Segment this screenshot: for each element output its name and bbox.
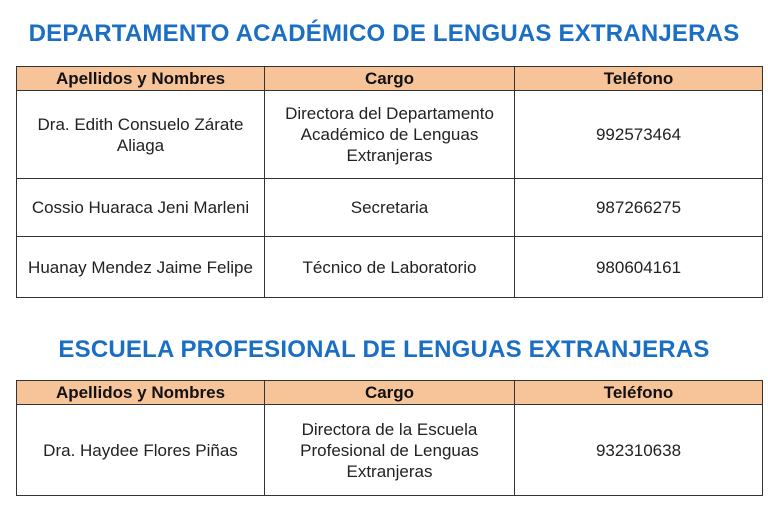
cell-name: Dra. Edith Consuelo Zárate Aliaga <box>17 91 265 179</box>
cell-telefono: 932310638 <box>515 405 763 496</box>
cell-cargo: Directora de la Escuela Profesional de Lenguas Extranjeras <box>265 405 515 496</box>
header-cargo: Cargo <box>265 381 515 405</box>
header-name: Apellidos y Nombres <box>17 381 265 405</box>
staff-table-escuela <box>16 380 763 496</box>
table-row <box>17 237 763 298</box>
cell-name: Dra. Haydee Flores Piñas <box>17 405 265 496</box>
table-row <box>17 405 763 496</box>
table-header-row <box>17 381 763 405</box>
staff-table-departamento <box>16 66 763 298</box>
header-cargo: Cargo <box>265 67 515 91</box>
cell-name: Cossio Huaraca Jeni Marleni <box>17 179 265 237</box>
header-telefono: Teléfono <box>515 67 763 91</box>
cell-cargo: Técnico de Laboratorio <box>265 237 515 298</box>
table-header-row <box>17 67 763 91</box>
section-title-escuela: ESCUELA PROFESIONAL DE LENGUAS EXTRANJERAS <box>58 336 710 363</box>
header-telefono: Teléfono <box>515 381 763 405</box>
section-title-departamento: DEPARTAMENTO ACADÉMICO DE LENGUAS EXTRANJERAS <box>28 20 740 47</box>
cell-cargo: Directora del Departamento Académico de Lenguas Extranjeras <box>265 91 515 179</box>
cell-name: Huanay Mendez Jaime Felipe <box>17 237 265 298</box>
header-name: Apellidos y Nombres <box>17 67 265 91</box>
cell-cargo: Secretaria <box>265 179 515 237</box>
cell-telefono: 987266275 <box>515 179 763 237</box>
table-row <box>17 179 763 237</box>
cell-telefono: 992573464 <box>515 91 763 179</box>
cell-telefono: 980604161 <box>515 237 763 298</box>
table-row <box>17 91 763 179</box>
